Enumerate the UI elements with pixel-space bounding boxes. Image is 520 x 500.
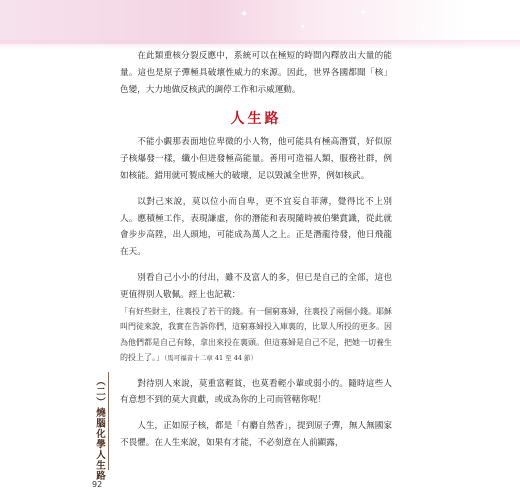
paragraph: 人生，正如原子核，都是「有麝自然香」，提到原子彈，無人無國家不畏懼。在人生來說，如果有才能，不必刻意在人前顯露， — [120, 421, 392, 448]
page-body — [120, 48, 392, 452]
paragraph: 對待別人來說，莫重富輕貧，也莫看輕小輩或弱小的。隨時這些人有意想不到的莫大貢獻，或成為你的上司而管轄你呢！ — [120, 378, 392, 406]
sparkle-icon: ✦ — [300, 23, 306, 31]
paragraph: 在此類重核分裂反應中，系統可以在極短的時間內釋放出大量的能量。這也是原子彈極具破壞性威力的來源。因此，世界各國都聞「核」色變，大力地做反核武的調停工作和示威運動。 — [120, 51, 392, 95]
paragraph: 以對己來說，莫以位小而自卑，更不宜妄自菲薄，覺得比不上別人。應積極工作，表現謙虛，你的潛能和表現隨時被伯樂賞識，從此就會步步高陞，出人頭地，可能成為萬人之上。正是潛龍待發，他日飛龍在天。 — [120, 196, 392, 258]
sparkle-icon: ✦ — [360, 8, 367, 17]
chapter-side-title: （二）燒腦化學人生路 — [94, 376, 105, 481]
sparkle-icon: ✦ — [420, 27, 426, 34]
quote-citation: （馬可福音十二章 41 至 44 節） — [164, 354, 258, 363]
sparkle-icon: ✦ — [240, 9, 249, 20]
page-number: 92 — [92, 480, 103, 489]
paragraph: 不能小覷那表面地位卑微的小人物，他可能具有極高潛質，好似原子核爆發一樣，纖小但迸發極高能量。善用可造福人類，服務社群，例如核能。錯用就可製成極大的破壞，足以毀滅全世界，例如核武。 — [120, 137, 392, 181]
side-divider — [108, 372, 109, 470]
section-title: 人生路 — [230, 111, 282, 128]
header-decoration-band — [0, 0, 520, 44]
paragraph: 別看自己小小的付出，雖不及富人的多，但已是自己的全部，這也更值得別人敬佩。經上也記載： — [120, 272, 392, 300]
bible-quote — [120, 304, 392, 367]
quote-text: 「有好些財主，往裏投了若干的錢。有一個窮寡婦，往裏投了兩個小錢。耶穌叫門徒來說，我實在告訴你們，這窮寡婦投入庫裏的，比眾人所投的更多。因為他們都是自己有餘，拿出來投在裏頭。但這寡婦是自己不足，把她一切養生的投上了。」 — [120, 306, 392, 363]
